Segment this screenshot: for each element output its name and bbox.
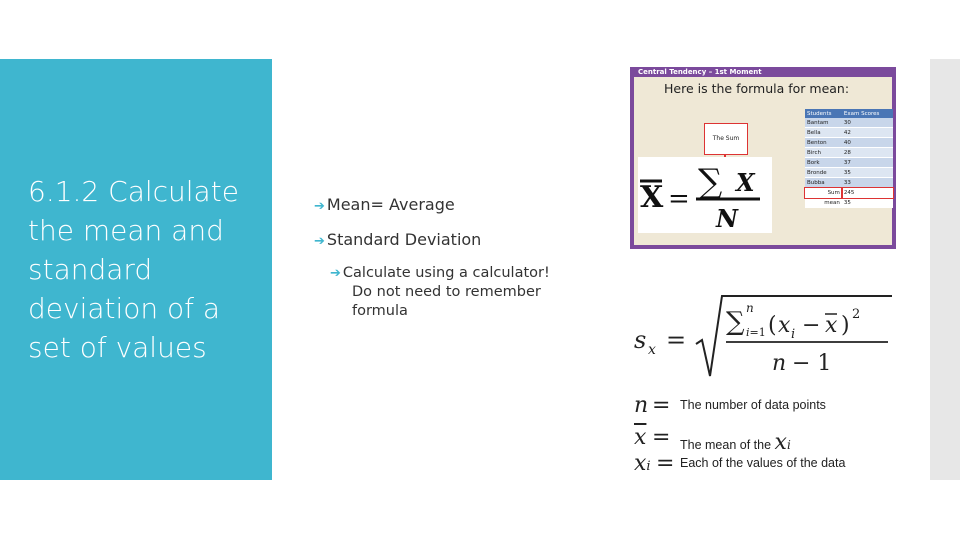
svg-text:n: n	[746, 301, 754, 315]
bullet-mean	[314, 194, 574, 218]
legend-xbar-var: x	[774, 430, 787, 455]
bullet-list	[314, 194, 574, 321]
svg-text:=: =	[668, 184, 690, 214]
equals-symbol: =	[656, 451, 675, 476]
cell: 35	[842, 168, 893, 178]
cell: 33	[842, 178, 893, 188]
cell: 30	[842, 118, 893, 128]
table-row	[805, 128, 893, 138]
table-row	[805, 148, 893, 158]
table-row	[805, 168, 893, 178]
bullet-sd	[314, 229, 574, 253]
xbar-symbol: $\overline{x}$	[634, 425, 647, 450]
cell: Bronde	[805, 168, 842, 178]
svg-text:i=1: i=1	[746, 326, 766, 339]
equals-symbol: =	[652, 425, 671, 450]
n-symbol: n	[634, 393, 649, 418]
legend-xi-text: Each of the values of the data	[680, 456, 846, 470]
svg-text:∑: ∑	[698, 162, 723, 202]
svg-text:X: X	[736, 168, 755, 197]
table-row	[805, 138, 893, 148]
bullet-sd-sub	[314, 264, 572, 321]
cell: 40	[842, 138, 893, 148]
svg-text:−: −	[802, 313, 821, 338]
svg-text:s: s	[634, 326, 647, 354]
cell: 37	[842, 158, 893, 168]
table-row	[805, 118, 893, 128]
svg-text:− 1: − 1	[792, 351, 832, 376]
cell: Bantam	[805, 118, 842, 128]
svg-text:n: n	[772, 351, 787, 376]
cell: mean	[805, 198, 842, 208]
svg-text:(: (	[768, 313, 777, 338]
cell: 28	[842, 148, 893, 158]
inset-subtitle: Here is the formula for mean:	[664, 81, 850, 96]
svg-text:2: 2	[852, 307, 861, 322]
slide-title: 6.1.2 Calculate the mean and standard deviation of a set of values	[28, 175, 239, 364]
legend-row-xi	[634, 451, 894, 477]
svg-text:∑: ∑	[726, 307, 745, 337]
svg-text:x: x	[648, 342, 656, 358]
sum-row	[805, 188, 893, 198]
bullet-sd-sub-text: Calculate using a calculator! Do not need to remember formula	[342, 265, 550, 319]
sum-callout: The Sum	[704, 123, 748, 155]
svg-text:i: i	[791, 327, 796, 342]
cell: 245	[842, 188, 893, 198]
svg-text:x: x	[825, 313, 838, 338]
mean-formula	[638, 157, 772, 233]
mean-formula-svg	[638, 157, 772, 233]
cell: Birch	[805, 148, 842, 158]
bullet-arrow-icon: ➔	[314, 234, 325, 249]
cell: Bella	[805, 128, 842, 138]
svg-text:N: N	[716, 204, 738, 233]
inset-header: Central Tendency – 1st Moment	[638, 68, 762, 76]
formula-legend	[634, 393, 894, 477]
right-edge-bar	[930, 59, 960, 480]
cell: Sum	[805, 188, 842, 198]
cell: 35	[842, 198, 893, 208]
cell: 42	[842, 128, 893, 138]
bullet-mean-text: Mean= Average	[326, 195, 455, 214]
sd-formula-svg	[630, 286, 900, 386]
bullet-arrow-icon: ➔	[330, 266, 341, 281]
legend-n-text: The number of data points	[680, 398, 826, 412]
table-row	[805, 178, 893, 188]
cell: Bubba	[805, 178, 842, 188]
sd-formula	[630, 286, 900, 386]
table-row	[805, 158, 893, 168]
legend-xbar-subscript: i	[786, 438, 791, 452]
xi-symbol: xi	[634, 451, 651, 476]
bullet-arrow-icon: ➔	[314, 199, 325, 214]
svg-text:=: =	[666, 326, 687, 354]
legend-row-n	[634, 393, 894, 419]
mean-formula-image	[630, 67, 896, 249]
svg-text:X: X	[640, 180, 664, 215]
cell: Bork	[805, 158, 842, 168]
scores-table	[805, 109, 893, 208]
legend-xbar-label: The mean of the	[680, 438, 772, 452]
col-students: Students	[805, 109, 842, 118]
table-header	[805, 109, 893, 118]
col-exam-scores: Exam Scores	[842, 109, 893, 118]
cell: Benton	[805, 138, 842, 148]
mean-row	[805, 198, 893, 208]
equals-symbol: =	[652, 393, 671, 418]
legend-row-xbar	[634, 425, 894, 455]
bullet-sd-text: Standard Deviation	[326, 230, 482, 249]
svg-text:x: x	[778, 313, 791, 338]
svg-text:): )	[841, 313, 850, 338]
